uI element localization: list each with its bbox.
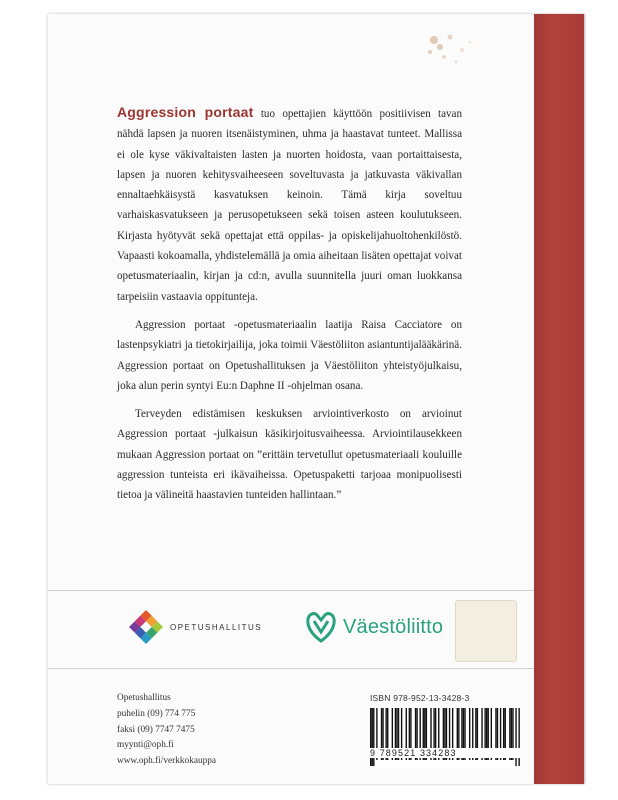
publisher-email: myynti@oph.fi [117,740,174,751]
opetushallitus-logo [128,609,262,645]
isbn-label: ISBN 978-952-13-3428-3 [370,693,470,703]
vaestoliitto-logo [305,610,443,644]
vaestoliitto-wordmark: Väestöliitto [343,615,444,638]
logo-band-top-divider [48,590,534,591]
isbn-barcode [370,708,520,768]
paragraph-1-text: tuo opettajien käyttöön positiivisen tavan nähdä lapsen ja nuoren itsenäistyminen, uhma ja haastavat tunteet. Mallissa ei ole kyse väkivaltaisten lasten ja nuorten hoidosta, vaan portaittaisesta, lapsen ja nuoren kehitysvaiheeseen soveltuvasta ja jatkuvasta väkivallan ennaltaehkäisystä kasvatuksen keinoin. Tämä kirja soveltuu varhaiskasvatukseen ja perusopetukseen sekä toisen asteen koulutukseen. Kirjasta hyötyvät sekä opettajat että oppilas- ja opiskelijahuoltohenkilöstö. Vapaasti kokoamalla, yhdistelemällä ja omia aiheitaan lisäten opettajat voivat opetusmateriaalin, kirjan ja cd:n, avulla suunnitella juuri oman luokkansa tarpeisiin vastaavia oppitunteja. [117,108,463,303]
description-paragraph-2: Aggression portaat -opetusmateriaalin laatija Raisa Cacciatore on lastenpsykiatri ja tietokirjailija, joka toimii Väestöliiton asiantuntijalääkärinä. Aggression portaat on Opetushallituksen ja Väestöliiton yhteistyöjulkaisu, joka alun perin syntyi Eu:n Daphne II -ohjelman osana. [117,318,462,392]
lead-title: Aggression portaat [117,104,254,120]
opetushallitus-wordmark: OPETUSHALLITUS [170,622,263,632]
description-text [117,102,462,514]
book-spine [534,14,584,784]
publisher-name: Opetushallitus [117,693,171,703]
barcode-number: 9 789521 334283 [370,748,520,758]
opetushallitus-diamond-icon [128,609,164,645]
publisher-fax: faksi (09) 7747 7475 [117,724,195,735]
publisher-phone: puhelin (09) 774 775 [117,708,196,719]
cover-stain [420,22,482,72]
logo-band-bottom-divider [48,668,534,669]
price-sticker [455,600,517,662]
description-paragraph-1 [117,102,462,307]
publisher-contact [117,691,216,770]
description-paragraph-3: Terveyden edistämisen keskuksen arviointiverkosto on arvioinut Aggression portaat -julkaisun käsikirjoitusvaiheessa. Arviointilausekkeen mukaan Aggression portaat on ”erittäin tervetullut opetusmateriaali kouluille aggression tunteista eri ikävaiheissa. Opetuspaketti tarjoaa monipuolisesti tietoa ja välineitä haastavien tunteiden hallintaan.” [117,408,462,502]
vaestoliitto-heart-icon [305,610,337,644]
publisher-web: www.oph.fi/verkkokauppa [117,756,217,767]
